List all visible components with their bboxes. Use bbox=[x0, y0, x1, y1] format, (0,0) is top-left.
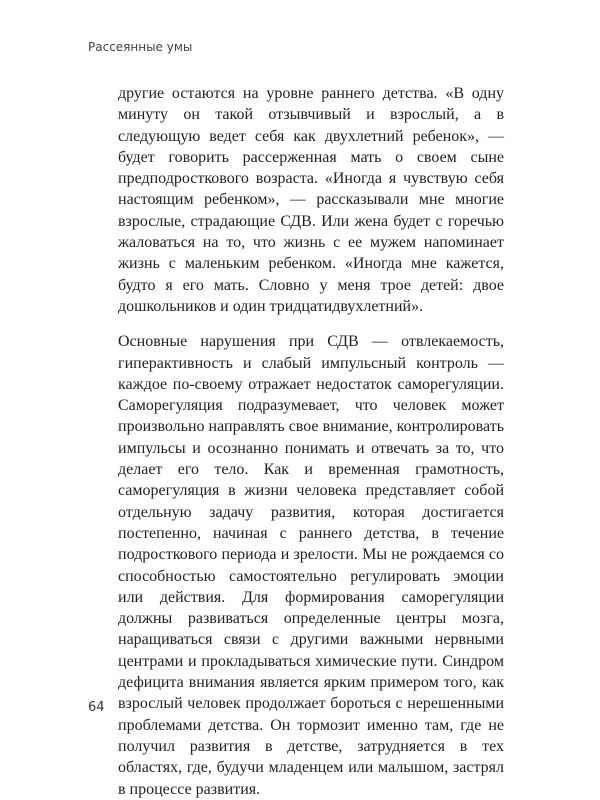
page-number: 64 bbox=[88, 700, 105, 715]
body-text bbox=[118, 83, 504, 800]
paragraph-1: другие остаются на уровне раннего детства. «В одну минуту он такой отзывчивый и взрослый, а в следующую ведет себя как двухлетний ребенок», — будет говорить рассерженная мать о своем сыне предподросткового возраста. «Иногда я чувствую себя настоящим ребенком», — рассказывали мне многие взрослые, страдающие СДВ. Или жена будет с горечью жаловаться на то, что жизнь с ее мужем напоминает жизнь с маленьким ребенком. «Иногда мне кажется, будто я его мать. Словно у меня трое детей: двое дошкольников и один тридцатидвухлетний». bbox=[118, 85, 504, 315]
running-header: Рассеянные умы bbox=[88, 40, 193, 54]
paragraph-2: Основные нарушения при СДВ — отвлекаемость, гиперактивность и слабый импульсный контроль — каждое по-своему отражает недостаток саморегуляции. Саморегуляция подразумевает, что человек может произвольно направлять свое внимание, контролировать импульсы и осознанно понимать и отвечать за то, что делает его тело. Как и временная грамотность, саморегуляция в жизни человека представляет собой отдельную задачу развития, которая достигается постепенно, начиная с раннего детства, в течение подросткового периода и зрелости. Мы не рождаемся со способностью самостоятельно регулировать эмоции или действия. Для формирования саморегуляции должны развиваться определенные центры мозга, наращиваться связи с другими важными нервными центрами и прокладываться химические пути. Синдром дефицита внимания является ярким примером того, как взрослый человек продолжает бороться с нерешенными проблемами детства. Он тормозит именно там, где не получил развития в детстве, затрудняется в тех областях, где, будучи младенцем или малышом, застрял в процессе развития. bbox=[118, 333, 504, 798]
